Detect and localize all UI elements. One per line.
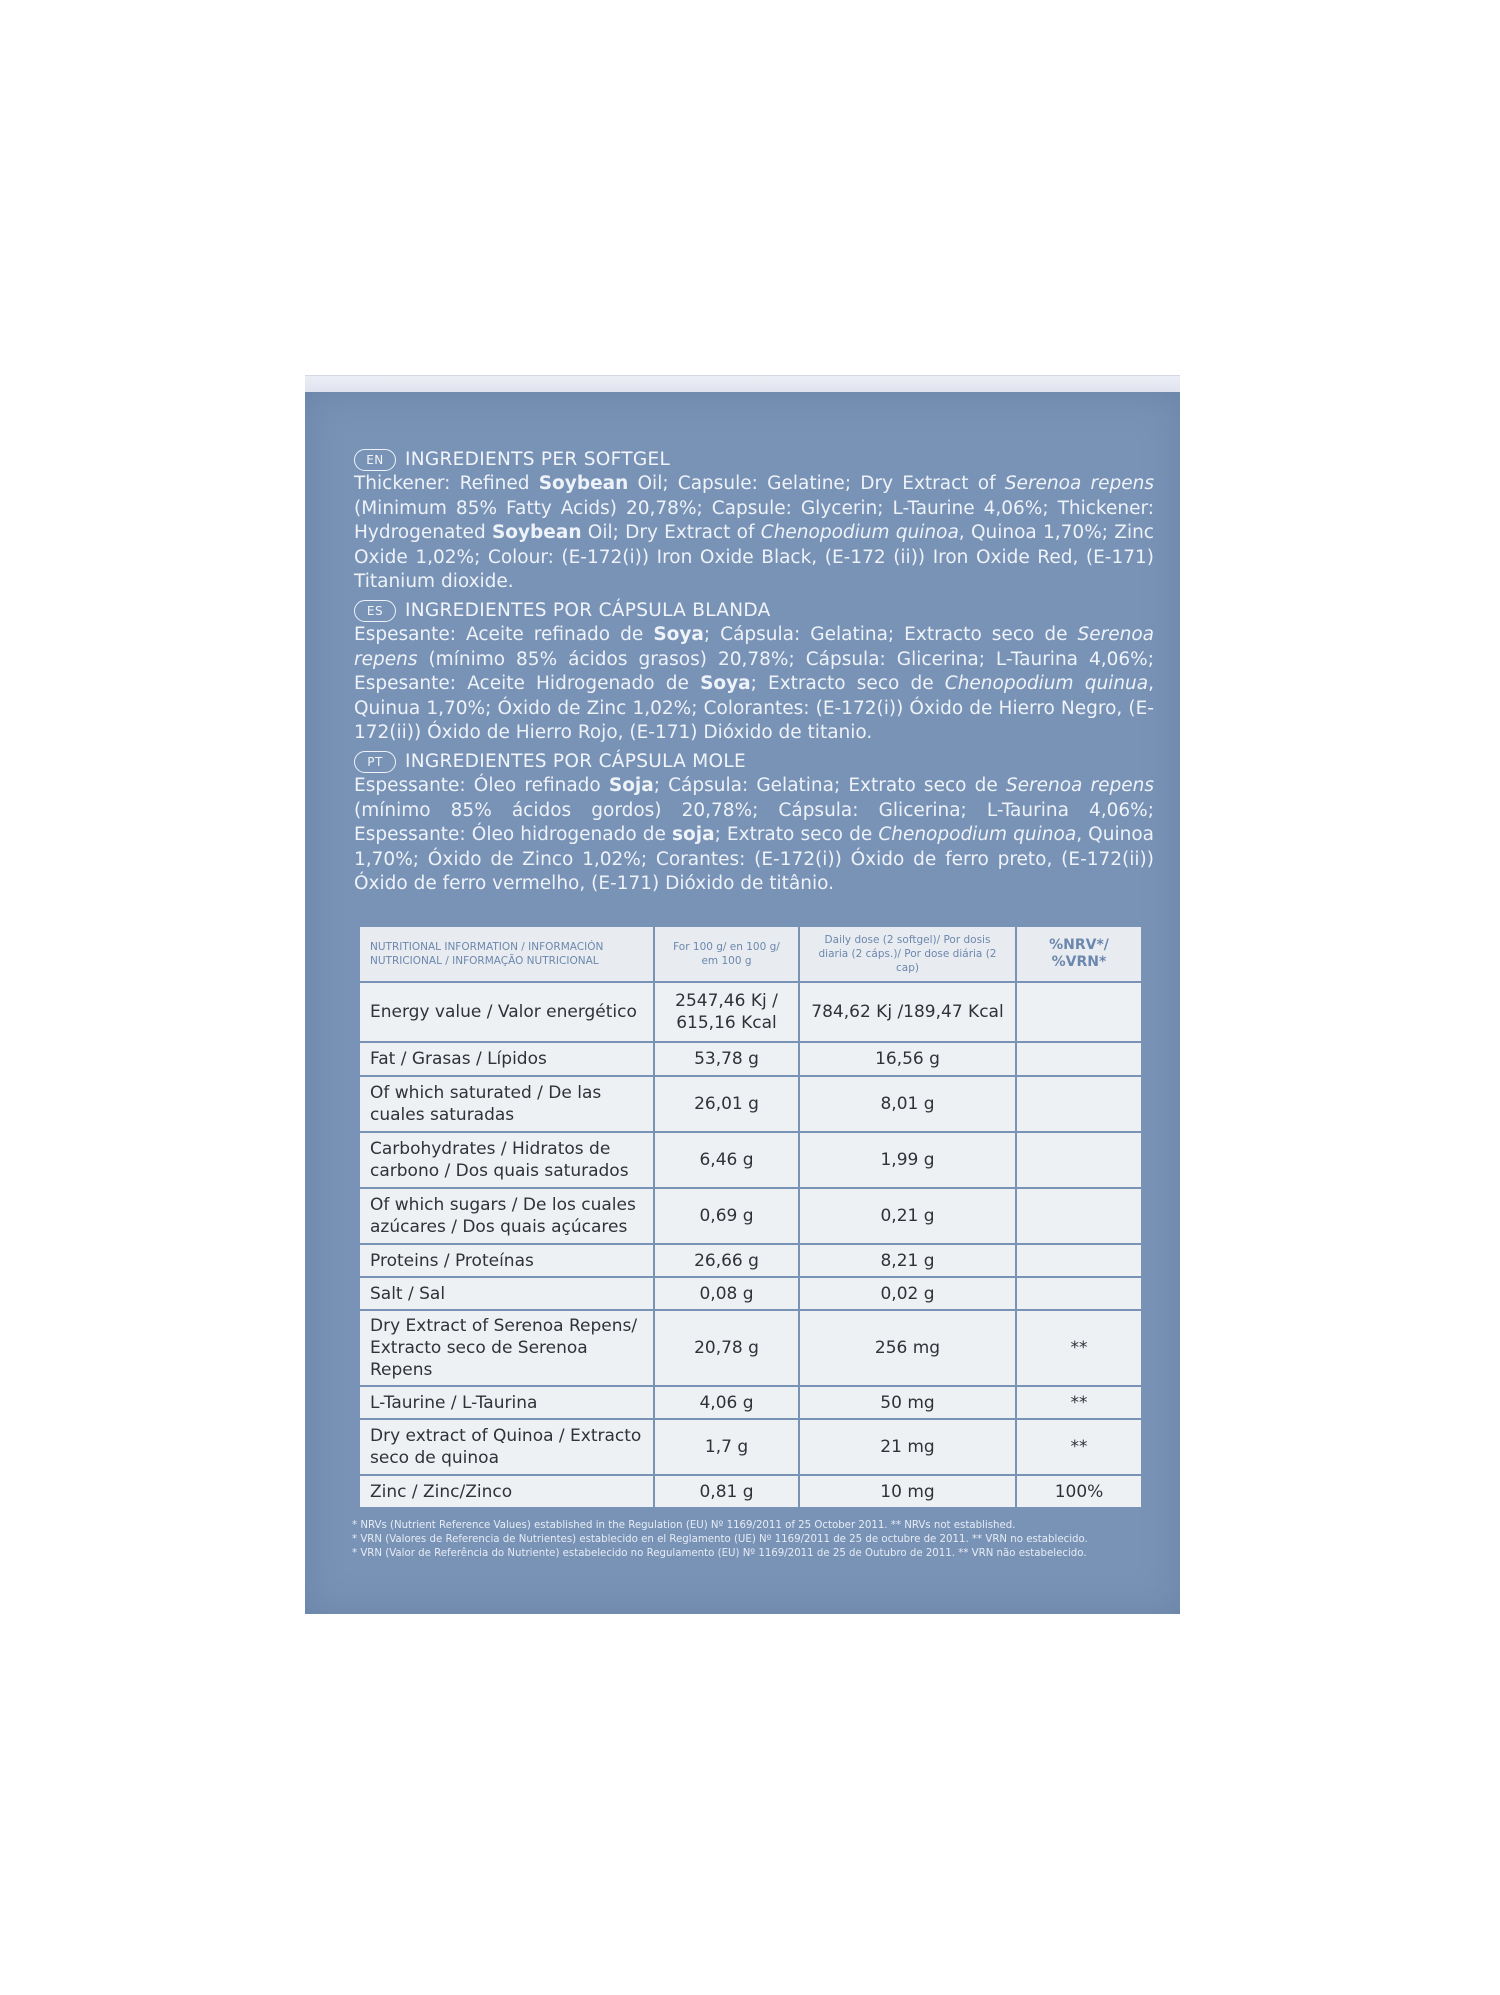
- species-name-text: Serenoa repens: [1004, 473, 1154, 494]
- allergen-text: soja: [672, 824, 715, 845]
- nrv-value: [1016, 1076, 1142, 1132]
- ingredient-text: Oil; Dry Extract of: [581, 522, 761, 543]
- box-top-edge: [305, 375, 1180, 393]
- allergen-text: Soya: [653, 624, 704, 645]
- ingredient-text: (mínimo 85% ácidos grasos) 20,78%; Cápsula: Glicerina; L-Taurina 4,06%; Espesante: Aceite Hidrogenado de: [354, 648, 1154, 694]
- per-100g-value: 53,78 g: [654, 1042, 799, 1076]
- daily-dose-value: 0,02 g: [799, 1277, 1016, 1310]
- per-100g-value: 6,46 g: [654, 1132, 799, 1188]
- nutrient-label: Dry extract of Quinoa / Extracto seco de quinoa: [359, 1419, 654, 1475]
- ingredient-text: ; Extracto seco de: [750, 673, 945, 694]
- ingredients-es-title: INGREDIENTES POR CÁPSULA BLANDA: [405, 600, 771, 621]
- daily-dose-value: 256 mg: [799, 1310, 1016, 1386]
- nrv-value: [1016, 1188, 1142, 1244]
- nrv-value: [1016, 982, 1142, 1042]
- ingredients-en-text: [354, 472, 1154, 595]
- per-100g-value: 20,78 g: [654, 1310, 799, 1386]
- ingredient-text: Espessante: Óleo refinado: [354, 775, 609, 796]
- daily-dose-value: 8,01 g: [799, 1076, 1016, 1132]
- ingredient-text: ; Cápsula: Gelatina; Extrato seco de: [653, 775, 1006, 796]
- nutrient-label: L-Taurine / L-Taurina: [359, 1386, 654, 1419]
- ingredients-en: [354, 448, 1154, 595]
- language-badge-en: EN: [354, 449, 396, 471]
- nutrition-table-body: [359, 982, 1142, 1508]
- daily-dose-value: 1,99 g: [799, 1132, 1016, 1188]
- nutrient-label: Of which saturated / De las cuales saturadas: [359, 1076, 654, 1132]
- ingredient-text: Oil; Capsule: Gelatine; Dry Extract of: [628, 473, 1005, 494]
- per-100g-value: 2547,46 Kj / 615,16 Kcal: [654, 982, 799, 1042]
- nutrient-label: Carbohydrates / Hidratos de carbono / Dos quais saturados: [359, 1132, 654, 1188]
- allergen-text: Soya: [700, 673, 751, 694]
- nrv-value: [1016, 1277, 1142, 1310]
- per-100g-value: 0,81 g: [654, 1475, 799, 1508]
- nutrition-table: [358, 925, 1143, 1509]
- package-back-panel: [305, 392, 1180, 1614]
- language-badge-es: ES: [354, 600, 396, 622]
- ingredient-text: ; Cápsula: Gelatina; Extracto seco de: [703, 624, 1078, 645]
- daily-dose-value: 10 mg: [799, 1475, 1016, 1508]
- ingredients-pt: [354, 750, 1154, 897]
- nutrient-label: Of which sugars / De los cuales azúcares / Dos quais açúcares: [359, 1188, 654, 1244]
- header-per-100g: For 100 g/ en 100 g/ em 100 g: [654, 926, 799, 982]
- ingredients-es-text: [354, 623, 1154, 746]
- footnote-en: * NRVs (Nutrient Reference Values) established in the Regulation (EU) Nº 1169/2011 of 25 October 2011. ** NRVs not established.: [352, 1520, 1016, 1531]
- per-100g-value: 26,66 g: [654, 1244, 799, 1277]
- ingredients-es: [354, 599, 1154, 746]
- nutrient-label: Proteins / Proteínas: [359, 1244, 654, 1277]
- daily-dose-value: 8,21 g: [799, 1244, 1016, 1277]
- per-100g-value: 0,69 g: [654, 1188, 799, 1244]
- table-row: [359, 1076, 1142, 1132]
- nutrient-label: Zinc / Zinc/Zinco: [359, 1475, 654, 1508]
- table-row: [359, 1132, 1142, 1188]
- nrv-value: [1016, 1132, 1142, 1188]
- per-100g-value: 26,01 g: [654, 1076, 799, 1132]
- ingredient-text: Espesante: Aceite refinado de: [354, 624, 654, 645]
- nrv-value: [1016, 1244, 1142, 1277]
- table-row: [359, 982, 1142, 1042]
- header-nrv: %NRV*/ %VRN*: [1016, 926, 1142, 982]
- allergen-text: Soja: [608, 775, 654, 796]
- ingredient-text: (Minimum 85% Fatty Acids) 20,78%; Capsule: Glycerin; L-Taurine 4,06%; Thickener: Hydrogenated: [354, 497, 1154, 543]
- language-badge-pt: PT: [354, 751, 396, 773]
- nrv-value: **: [1016, 1419, 1142, 1475]
- daily-dose-value: 0,21 g: [799, 1188, 1016, 1244]
- per-100g-value: 0,08 g: [654, 1277, 799, 1310]
- nutrient-label: Energy value / Valor energético: [359, 982, 654, 1042]
- nutrient-label: Dry Extract of Serenoa Repens/ Extracto seco de Serenoa Repens: [359, 1310, 654, 1386]
- per-100g-value: 1,7 g: [654, 1419, 799, 1475]
- table-row: [359, 1475, 1142, 1508]
- daily-dose-value: 16,56 g: [799, 1042, 1016, 1076]
- nutrient-label: Salt / Sal: [359, 1277, 654, 1310]
- header-daily-dose: Daily dose (2 softgel)/ Por dosis diaria (2 cáps.)/ Por dose diária (2 cap): [799, 926, 1016, 982]
- table-row: [359, 1386, 1142, 1419]
- header-nutritional-info: NUTRITIONAL INFORMATION / INFORMACIÓN NUTRICIONAL / INFORMAÇÃO NUTRICIONAL: [359, 926, 654, 982]
- daily-dose-value: 784,62 Kj /189,47 Kcal: [799, 982, 1016, 1042]
- allergen-text: Soybean: [491, 522, 582, 543]
- species-name-text: Serenoa repens: [354, 624, 1155, 670]
- table-row: [359, 1188, 1142, 1244]
- nrv-value: **: [1016, 1310, 1142, 1386]
- table-row: [359, 1244, 1142, 1277]
- ingredient-text: , Quinua 1,70%; Óxido de Zinc 1,02%; Colorantes: (E-172(i)) Óxido de Hierro Negro, (E-172(ii)) Óxido de Hierro Rojo, (E-171) Dióxido de titanio.: [354, 673, 1154, 743]
- per-100g-value: 4,06 g: [654, 1386, 799, 1419]
- table-row: [359, 1042, 1142, 1076]
- daily-dose-value: 50 mg: [799, 1386, 1016, 1419]
- footnotes: [352, 1519, 1157, 1561]
- footnote-pt: * VRN (Valor de Referência do Nutriente) estabelecido no Regulamento (EU) Nº 1169/2011 de 25 de Outubro de 2011. ** VRN não estabelecido.: [352, 1548, 1087, 1559]
- nrv-value: **: [1016, 1386, 1142, 1419]
- nutrient-label: Fat / Grasas / Lípidos: [359, 1042, 654, 1076]
- species-name-text: Chenopodium quinua: [944, 673, 1149, 694]
- nutrition-header-row: [359, 926, 1142, 982]
- ingredients-en-heading: [354, 448, 1154, 472]
- species-name-text: Serenoa repens: [1005, 775, 1154, 796]
- ingredients-en-title: INGREDIENTS PER SOFTGEL: [405, 449, 671, 470]
- footnote-es: * VRN (Valores de Referencia de Nutrientes) establecido en el Reglamento (UE) Nº 1169/2011 de 25 de octubre de 2011. ** VRN no establecido.: [352, 1534, 1088, 1545]
- ingredient-text: , Quinoa 1,70%; Zinc Oxide 1,02%; Colour: (E-172(i)) Iron Oxide Black, (E-172 (ii)) Iron Oxide Red, (E-171) Titanium dioxide.: [354, 522, 1154, 592]
- nrv-value: [1016, 1042, 1142, 1076]
- ingredients-pt-text: [354, 774, 1154, 897]
- ingredients-pt-heading: [354, 750, 1154, 774]
- daily-dose-value: 21 mg: [799, 1419, 1016, 1475]
- ingredient-text: Thickener: Refined: [354, 473, 539, 494]
- ingredient-text: , Quinoa 1,70%; Óxido de Zinco 1,02%; Corantes: (E-172(i)) Óxido de ferro preto, (E-172(ii)) Óxido de ferro vermelho, (E-171) Dióxido de titânio.: [354, 824, 1154, 894]
- ingredients-es-heading: [354, 599, 1154, 623]
- species-name-text: Chenopodium quinoa: [878, 824, 1077, 845]
- ingredient-text: ; Extrato seco de: [714, 824, 879, 845]
- ingredients-pt-title: INGREDIENTES POR CÁPSULA MOLE: [405, 751, 746, 772]
- allergen-text: Soybean: [538, 473, 629, 494]
- species-name-text: Chenopodium quinoa: [760, 522, 959, 543]
- nrv-value: 100%: [1016, 1475, 1142, 1508]
- table-row: [359, 1277, 1142, 1310]
- table-row: [359, 1310, 1142, 1386]
- ingredient-text: (mínimo 85% ácidos gordos) 20,78%; Cápsula: Glicerina; L-Taurina 4,06%; Espessante: Óleo hidrogenado de: [354, 799, 1154, 845]
- table-row: [359, 1419, 1142, 1475]
